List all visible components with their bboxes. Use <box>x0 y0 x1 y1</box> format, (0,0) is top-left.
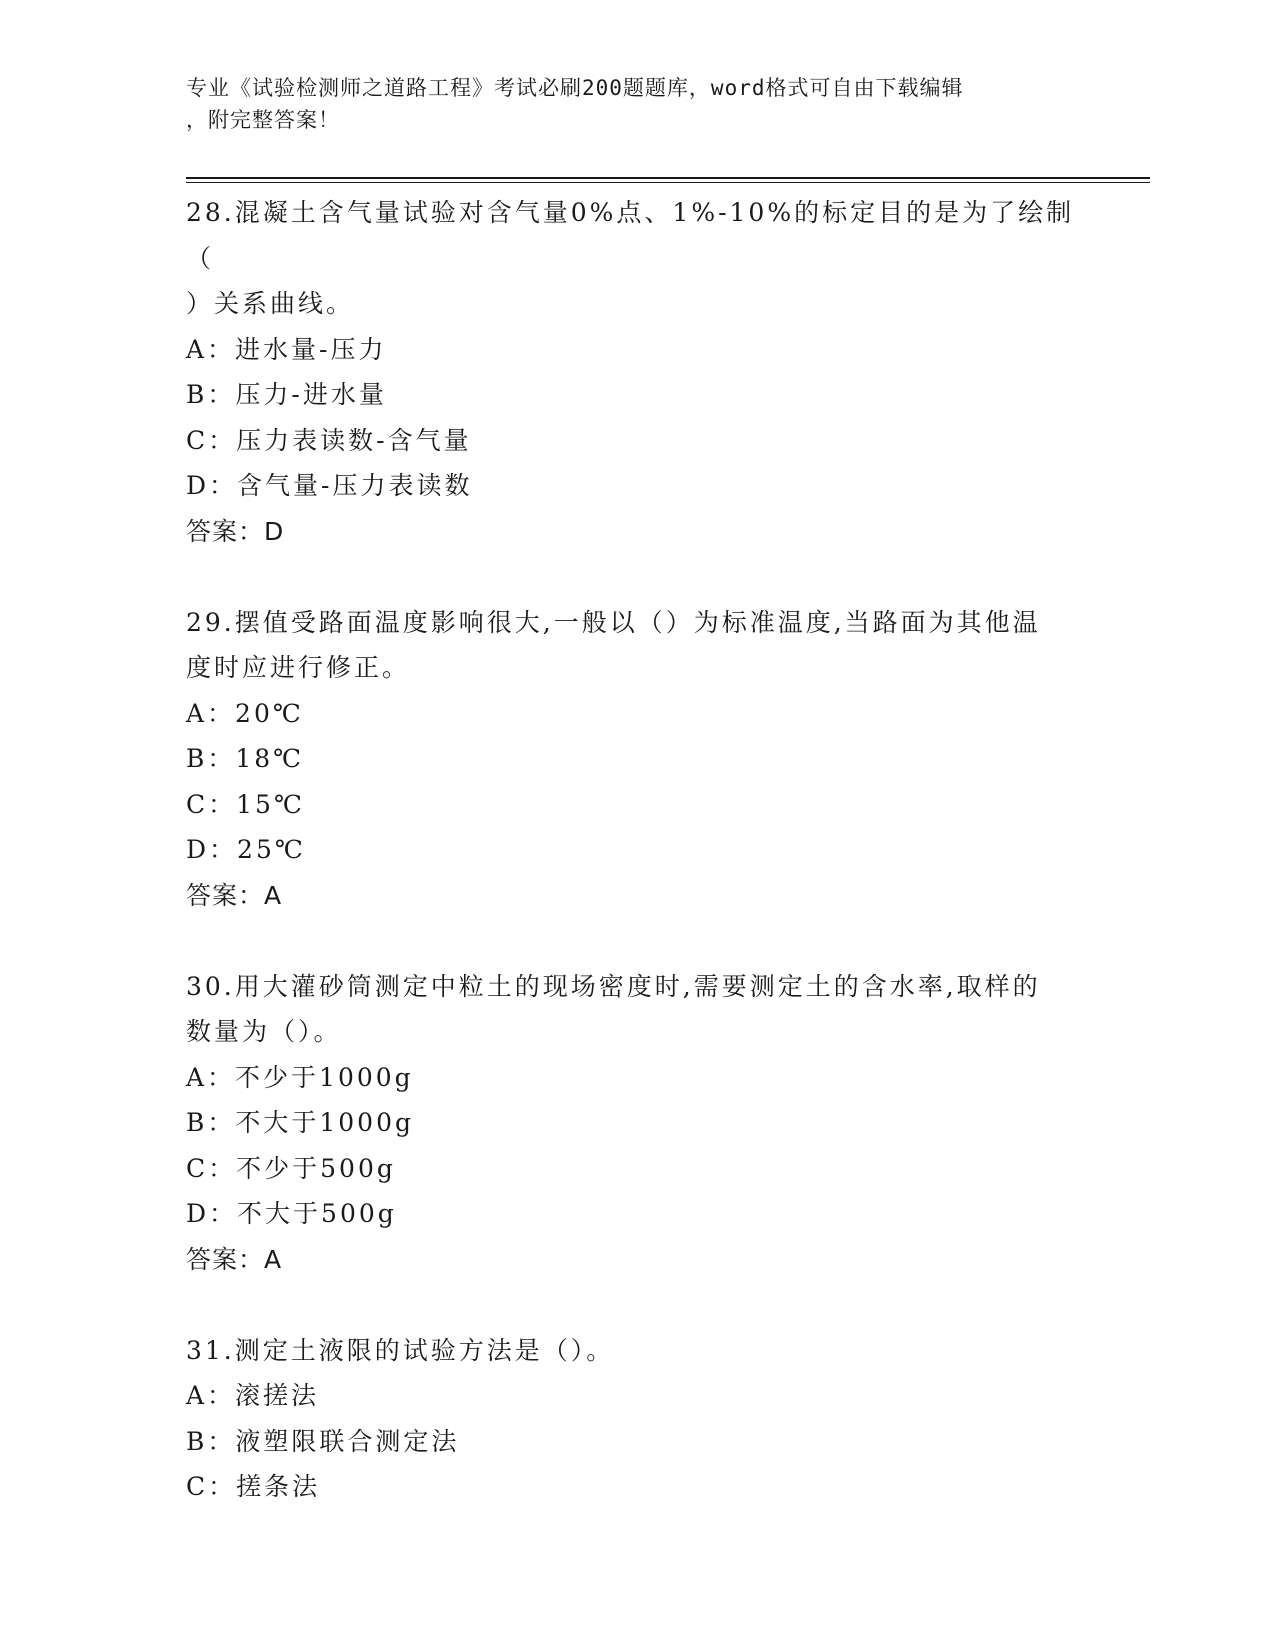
question-stem: 29.摆值受路面温度影响很大,一般以（）为标准温度,当路面为其他温 <box>186 607 1041 637</box>
option-c: C：搓条法 <box>186 1472 321 1501</box>
question-stem-continued: 度时应进行修正。 <box>186 653 411 682</box>
option-c: C：压力表读数-含气量 <box>186 425 472 455</box>
option-d: D：25℃ <box>186 835 306 864</box>
answer: 答案：A <box>186 1244 283 1274</box>
question-stem-continued: ）关系曲线。 <box>186 289 355 318</box>
document-header <box>186 72 1066 136</box>
option-a: A：进水量-压力 <box>186 334 387 364</box>
option-a: A：滚搓法 <box>186 1381 320 1410</box>
option-c: C：15℃ <box>186 789 305 819</box>
option-c: C：不少于500g <box>186 1153 396 1183</box>
question-stem: 30.用大灌砂筒测定中粒土的现场密度时,需要测定土的含水率,取样的 <box>186 971 1041 1001</box>
question-stem: 28.混凝土含气量试验对含气量0%点、1%-10%的标定目的是为了绘制（ <box>186 198 1075 273</box>
header-divider-thick <box>186 177 1150 179</box>
header-divider-thin <box>186 182 1150 183</box>
header-line-1: 专业《试验检测师之道路工程》考试必刷200题题库，word格式可自由下载编辑 <box>186 76 964 100</box>
question-29 <box>186 600 1086 919</box>
header-line-2: ，附完整答案！ <box>186 108 340 132</box>
question-list <box>186 190 1086 1510</box>
question-stem: 31.测定土液限的试验方法是（）。 <box>186 1335 615 1365</box>
option-a: A：不少于1000g <box>186 1062 414 1092</box>
option-a: A：20℃ <box>186 698 304 728</box>
question-28 <box>186 190 1086 554</box>
option-b: B：不大于1000g <box>186 1108 414 1137</box>
option-d: D：含气量-压力表读数 <box>186 471 473 500</box>
question-31 <box>186 1328 1086 1510</box>
answer: 答案：A <box>186 880 283 910</box>
option-b: B：液塑限联合测定法 <box>186 1426 460 1456</box>
option-b: B：压力-进水量 <box>186 380 387 409</box>
question-30 <box>186 964 1086 1283</box>
option-b: B：18℃ <box>186 744 305 773</box>
question-stem-continued: 数量为（）。 <box>186 1017 342 1046</box>
answer: 答案：D <box>186 516 285 546</box>
option-d: D：不大于500g <box>186 1199 397 1228</box>
